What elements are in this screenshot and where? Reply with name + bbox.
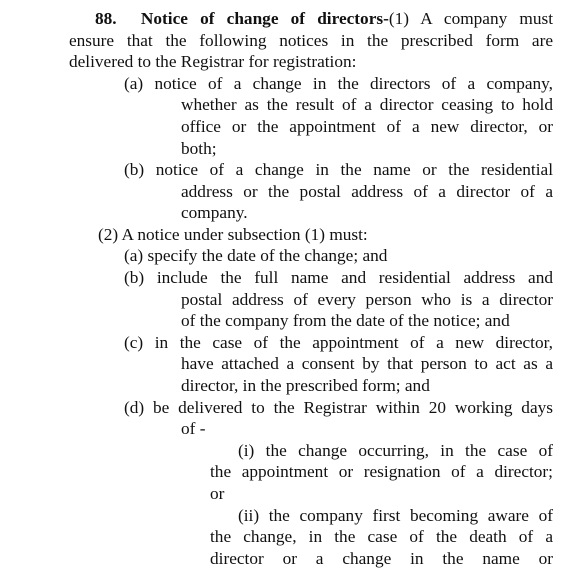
sub2-b-line-3: of the company from the date of the notice; and xyxy=(181,311,510,330)
sub2-d-i-line-1: (i) the change occurring, in the case of xyxy=(238,441,553,460)
section-heading-line xyxy=(95,8,553,30)
sub2-c-line-2: have attached a consent by that person to act as a xyxy=(181,354,553,373)
sub2-d-or: or xyxy=(210,484,225,503)
section-intro-line-1: (1) A company must xyxy=(388,9,554,28)
sub2-b-line-1: (b) include the full name and residential address and xyxy=(124,268,553,287)
sub2-c-line-1: (c) in the case of the appointment of a new director, xyxy=(124,333,553,352)
section-intro-line-3: delivered to the Registrar for registration: xyxy=(69,52,357,71)
sub2-d-i-line-2: the appointment or resignation of a director; xyxy=(210,462,553,481)
sub1-a-line-1: (a) notice of a change in the directors of a company, xyxy=(124,74,553,93)
sub2-c-line-3: director, in the prescribed form; and xyxy=(181,376,430,395)
sub1-a-line-2: whether as the result of a director ceasing to hold xyxy=(181,95,553,114)
section-heading: Notice of change of directors- xyxy=(140,9,389,28)
sub2-lead: (2) A notice under subsection (1) must: xyxy=(98,225,368,244)
sub1-b-line-2: address or the postal address of a director of a xyxy=(181,182,553,201)
sub2-d-line-2: of - xyxy=(181,419,206,438)
sub1-a-line-3: office or the appointment of a new director, or xyxy=(181,117,553,136)
section-intro-line-2: ensure that the following notices in the prescribed form are xyxy=(69,31,553,50)
sub1-b-line-1: (b) notice of a change in the name or the residential xyxy=(124,160,553,179)
sub1-a-line-4: both; xyxy=(181,139,217,158)
sub2-d-ii-line-3: director or a change in the name or xyxy=(210,549,553,568)
sub2-a: (a) specify the date of the change; and xyxy=(124,246,388,265)
sub1-b-line-3: company. xyxy=(181,203,248,222)
sub2-b-line-2: postal address of every person who is a director xyxy=(181,290,553,309)
sub2-d-ii-line-2: the change, in the case of the death of a xyxy=(210,527,553,546)
sub2-d-ii-line-1: (ii) the company first becoming aware of xyxy=(238,506,553,525)
sub2-d-line-1: (d) be delivered to the Registrar within 20 working days xyxy=(124,398,553,417)
section-number: 88. xyxy=(95,9,117,28)
